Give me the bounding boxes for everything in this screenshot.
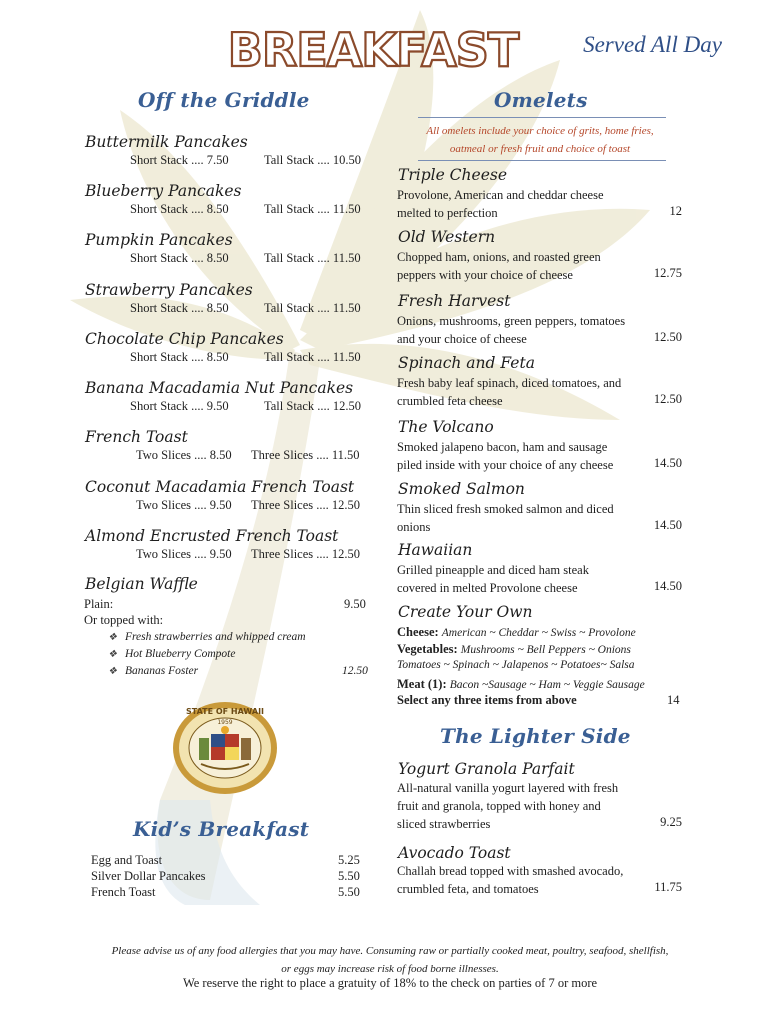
lighter-item-name: Yogurt Granola Parfait [398, 760, 575, 778]
lighter-heading: The Lighter Side [440, 724, 631, 748]
griddle-item-option-2: Tall Stack .... 12.50 [264, 399, 362, 413]
waffle-topped-price: 12.50 [342, 665, 368, 677]
omelet-item-name: Spinach and Feta [398, 354, 535, 372]
create-own-select: Select any three items from above [397, 693, 577, 707]
lighter-item-price: 11.75 [654, 880, 682, 894]
omelet-item-name: Fresh Harvest [398, 292, 511, 310]
griddle-item-option-2: Tall Stack .... 11.50 [264, 301, 361, 315]
lighter-item-desc: All-natural vanilla yogurt layered with fresh fruit and granola, topped with honey and sliced strawberries [397, 781, 619, 831]
griddle-item-option-1: Short Stack .... 8.50 [130, 301, 229, 315]
create-own-veg-2: Tomatoes ~ Spinach ~ Jalapenos ~ Potatoes~ Salsa [397, 659, 635, 671]
create-own-meat: Meat (1): Bacon ~Sausage ~ Ham ~ Veggie Sausage [397, 677, 645, 691]
omelet-item-price: 12 [669, 204, 682, 218]
omelets-heading: Omelets [494, 88, 588, 112]
create-own-price: 14 [667, 693, 680, 707]
omelet-item-price: 12.50 [653, 392, 682, 406]
omelet-item-desc: Smoked jalapeno bacon, ham and sausage [397, 440, 608, 454]
omelet-item-name: Triple Cheese [398, 166, 507, 184]
kids-item-price: 5.50 [338, 885, 360, 899]
griddle-item-name: French Toast [85, 428, 188, 446]
omelet-item-price: 14.50 [653, 456, 682, 470]
griddle-item-option-1: Short Stack .... 8.50 [130, 251, 229, 265]
create-own-name: Create Your Own [398, 603, 533, 621]
omelet-item-price: 12.75 [653, 266, 682, 280]
griddle-item-name: Chocolate Chip Pancakes [85, 330, 284, 348]
griddle-item-option-2: Tall Stack .... 10.50 [264, 153, 362, 167]
omelet-item-desc: melted to perfection [397, 206, 498, 220]
griddle-item-option-2: Tall Stack .... 11.50 [264, 202, 361, 216]
griddle-item-option-1: Short Stack .... 8.50 [130, 350, 229, 364]
omelet-item-price: 14.50 [653, 579, 682, 593]
omelet-item-desc: Fresh baby leaf spinach, diced tomatoes, and [397, 376, 622, 390]
omelet-item-price: 12.50 [653, 330, 682, 344]
omelet-item-name: The Volcano [398, 418, 494, 436]
kids-item-name: Silver Dollar Pancakes [91, 869, 206, 883]
griddle-item-option-2: Three Slices .... 11.50 [251, 448, 360, 462]
allergy-notice: Please advise us of any food allergies that you may have. Consuming raw or partially cooked meat, poultry, seafood, shellfish, or eggs may increase risk of food borne illnesses. [111, 945, 669, 975]
create-own-cheese: Cheese: American ~ Cheddar ~ Swiss ~ Provolone [397, 625, 636, 639]
omelets-note: All omelets include your choice of grits, home fries, oatmeal or fresh fruit and choice of toast [426, 125, 654, 155]
waffle-topped-label: Or topped with: [84, 613, 164, 627]
kids-item-name: Egg and Toast [91, 853, 163, 867]
omelet-item-desc: Chopped ham, onions, and roasted green [397, 250, 601, 264]
served-all-day: Served All Day [583, 32, 722, 57]
topping-item: ❖ Hot Blueberry Compote [108, 648, 236, 660]
omelet-item-desc: Onions, mushrooms, green peppers, tomatoes [397, 314, 626, 328]
waffle-name: Belgian Waffle [85, 575, 198, 593]
griddle-item-option-2: Tall Stack .... 11.50 [264, 251, 361, 265]
omelet-item-name: Hawaiian [398, 541, 473, 559]
griddle-item-name: Coconut Macadamia French Toast [85, 478, 355, 496]
griddle-item-option-1: Short Stack .... 9.50 [130, 399, 229, 413]
create-own-veg: Vegetables: Mushrooms ~ Bell Peppers ~ Onions [397, 642, 631, 656]
griddle-item-name: Strawberry Pancakes [85, 281, 253, 299]
griddle-item-option-1: Two Slices .... 8.50 [136, 448, 232, 462]
kids-heading: Kid’s Breakfast [133, 817, 310, 841]
griddle-item-name: Blueberry Pancakes [85, 182, 242, 200]
hawaii-seal-logo [171, 700, 279, 796]
menu-title [227, 16, 519, 78]
omelets-rule-bottom [418, 160, 666, 161]
kids-item-price: 5.50 [338, 869, 360, 883]
griddle-item-option-1: Short Stack .... 7.50 [130, 153, 229, 167]
griddle-item-option-2: Three Slices .... 12.50 [251, 547, 361, 561]
omelet-item-desc: onions [397, 520, 431, 534]
griddle-item-option-2: Tall Stack .... 11.50 [264, 350, 361, 364]
title-text: BREAKFAST [227, 23, 519, 77]
omelet-item-name: Old Western [398, 228, 496, 246]
omelet-item-desc: Grilled pineapple and diced ham steak [397, 563, 589, 577]
lighter-item-desc: Challah bread topped with smashed avocado, crumbled feta, and tomatoes [397, 864, 624, 896]
seal-year: 1959 [217, 719, 233, 726]
griddle-item-name: Banana Macadamia Nut Pancakes [85, 379, 354, 397]
gratuity-notice: We reserve the right to place a gratuity of 18% to the check on parties of 7 or more [182, 976, 598, 990]
omelet-item-price: 14.50 [653, 518, 682, 532]
seal-top-text: STATE OF HAWAII [185, 707, 265, 716]
omelet-item-desc: covered in melted Provolone cheese [397, 581, 578, 595]
griddle-item-option-1: Two Slices .... 9.50 [136, 498, 232, 512]
topping-item: ❖ Bananas Foster [108, 665, 199, 677]
griddle-item-name: Buttermilk Pancakes [85, 133, 248, 151]
griddle-heading: Off the Griddle [138, 88, 310, 112]
omelet-item-desc: peppers with your choice of cheese [397, 268, 573, 282]
lighter-item-price: 9.25 [660, 815, 682, 829]
griddle-item-name: Pumpkin Pancakes [85, 231, 233, 249]
omelet-item-desc: piled inside with your choice of any cheese [397, 458, 614, 472]
omelet-item-desc: Thin sliced fresh smoked salmon and diced [397, 502, 614, 516]
omelet-item-desc: crumbled feta cheese [397, 394, 503, 408]
omelet-item-name: Smoked Salmon [398, 480, 525, 498]
kids-item-price: 5.25 [338, 853, 360, 867]
omelet-item-desc: and your choice of cheese [397, 332, 527, 346]
griddle-item-name: Almond Encrusted French Toast [85, 527, 339, 545]
kids-item-name: French Toast [91, 885, 156, 899]
griddle-item-option-2: Three Slices .... 12.50 [251, 498, 361, 512]
topping-item: ❖ Fresh strawberries and whipped cream [108, 631, 306, 643]
waffle-plain-price: 9.50 [344, 597, 366, 611]
omelets-rule-top [418, 117, 666, 118]
waffle-plain-label: Plain: [84, 597, 114, 611]
griddle-item-option-1: Short Stack .... 8.50 [130, 202, 229, 216]
omelet-item-desc: Provolone, American and cheddar cheese [397, 188, 604, 202]
griddle-item-option-1: Two Slices .... 9.50 [136, 547, 232, 561]
lighter-item-name: Avocado Toast [398, 844, 511, 862]
